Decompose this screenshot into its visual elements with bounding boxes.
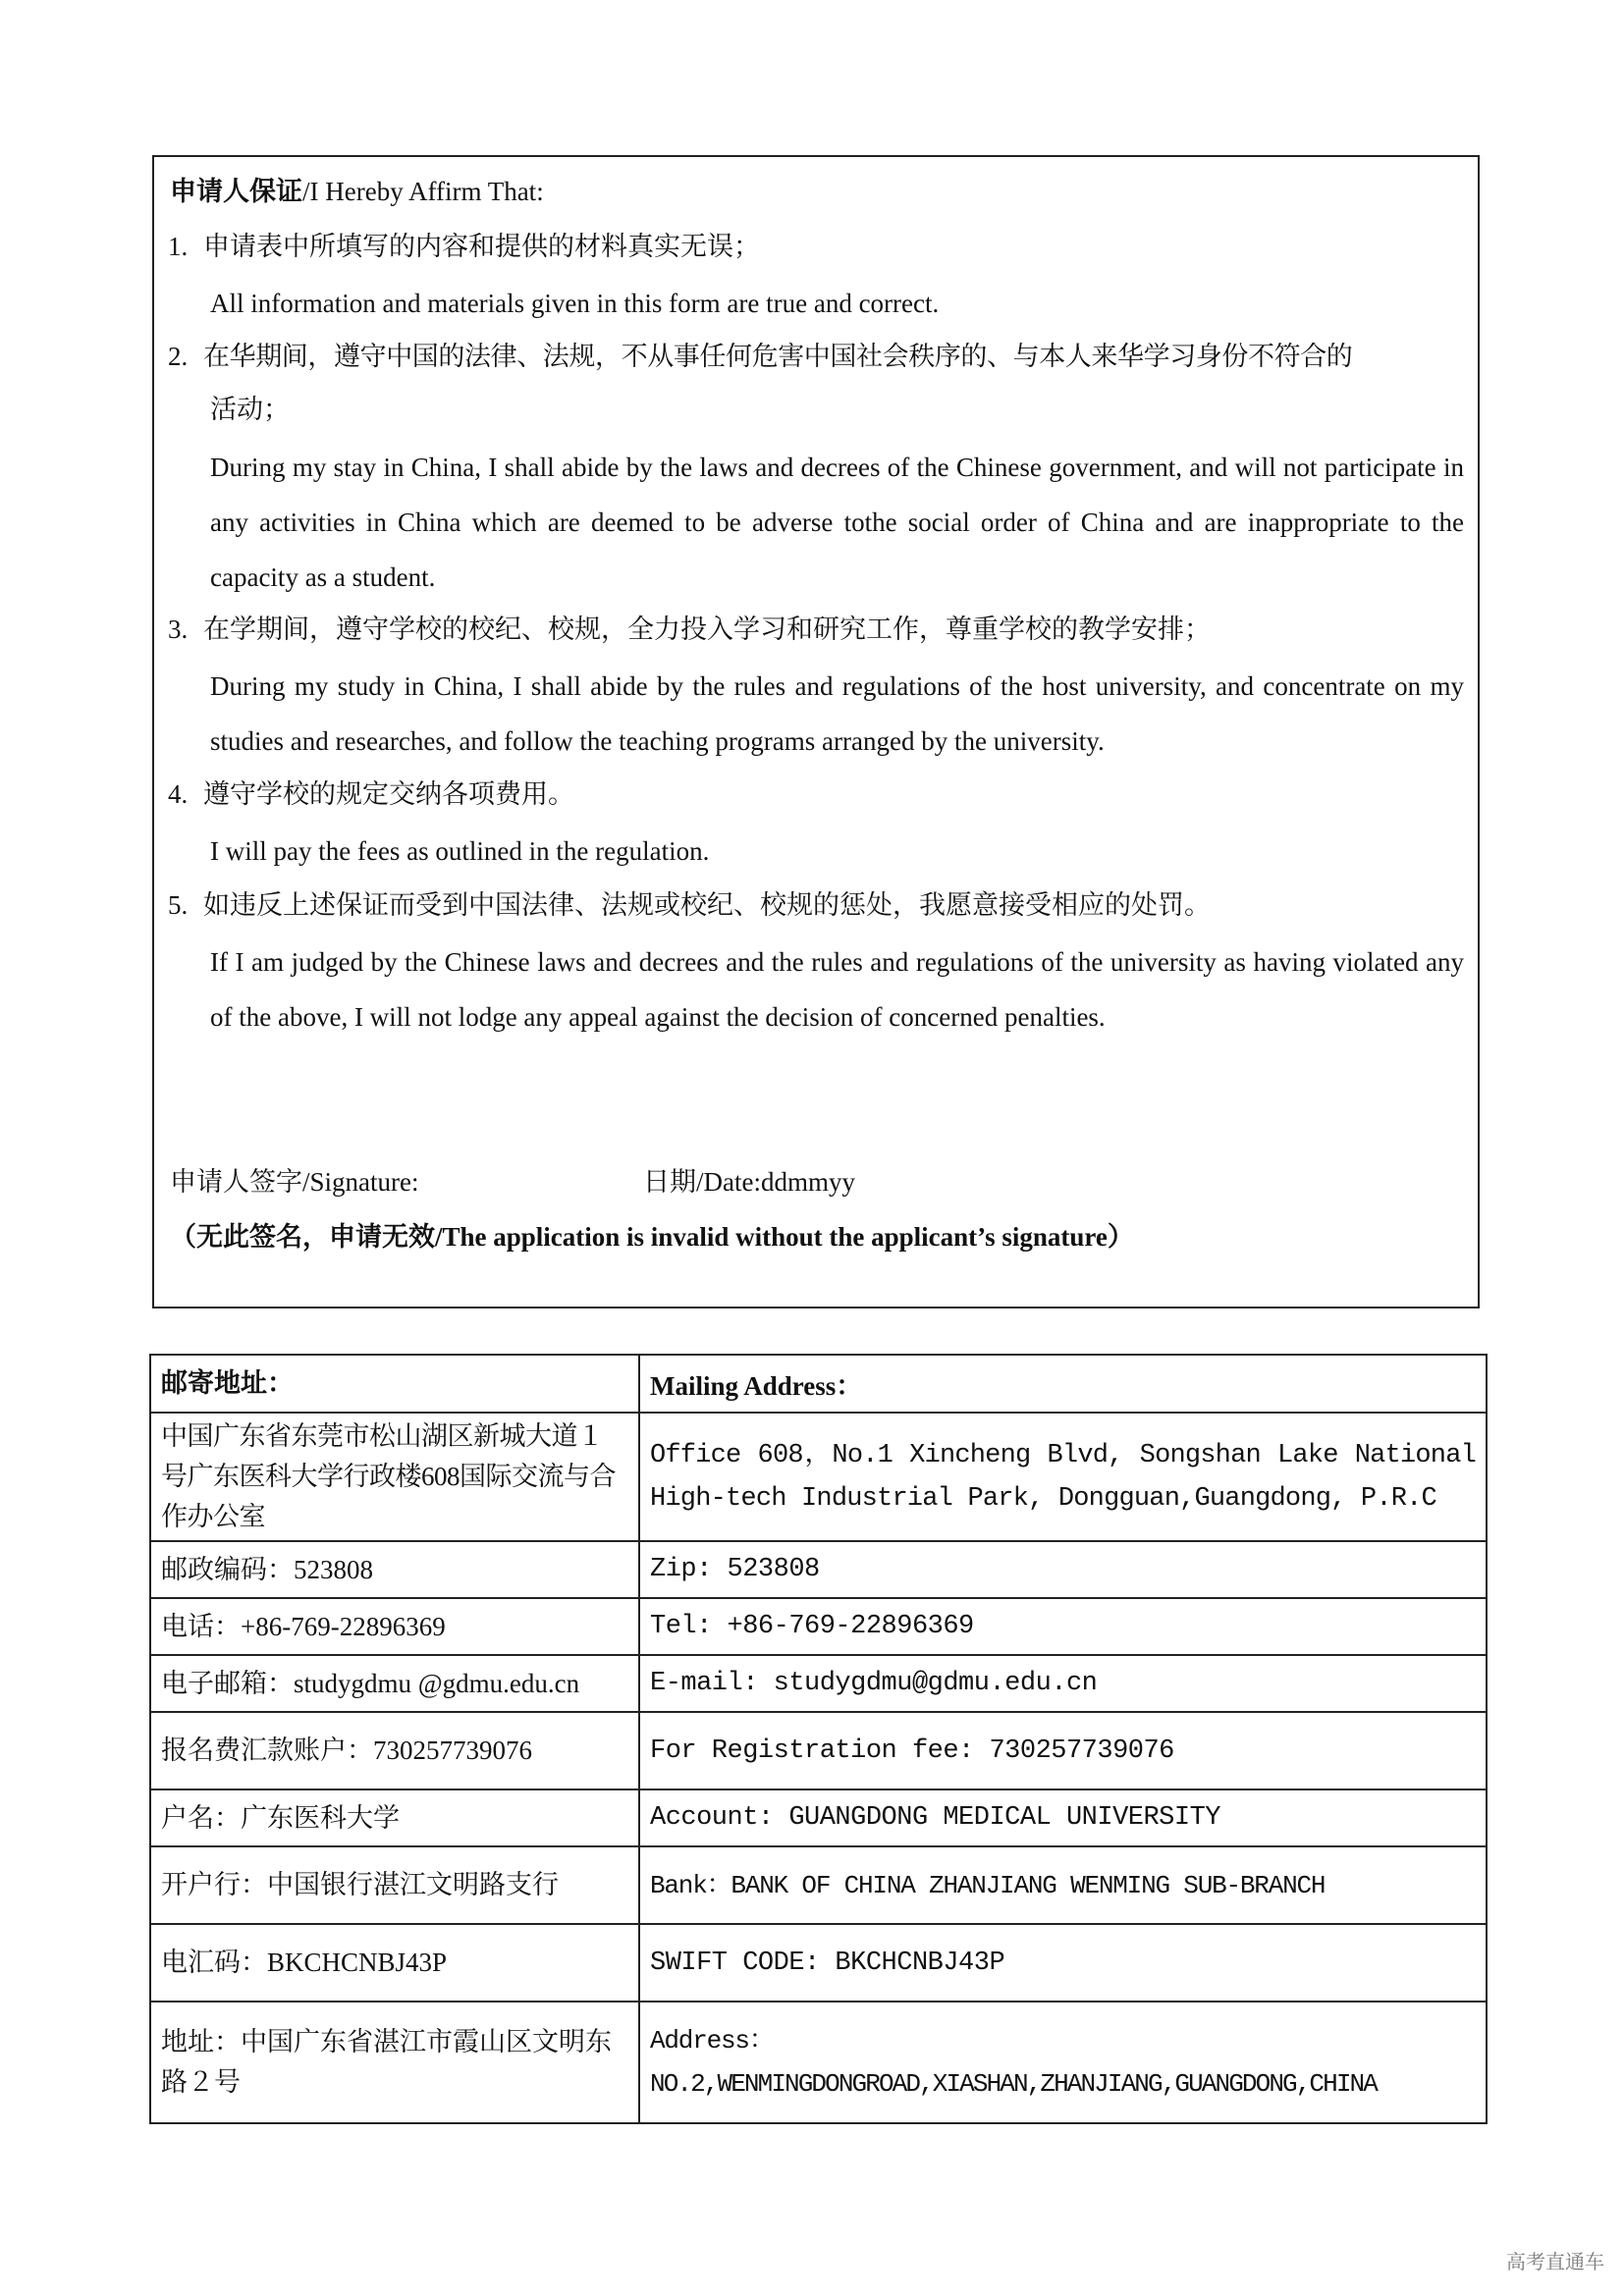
table-row (150, 1846, 1487, 1924)
bank-zh: 开户行：中国银行湛江文明路支行 (150, 1846, 639, 1924)
table-row (150, 1541, 1487, 1598)
table-row (150, 1598, 1487, 1655)
table-row (150, 1924, 1487, 2002)
zip-zh: 邮政编码：523808 (150, 1541, 639, 1598)
address-en: Office 608，No.1 Xincheng Blvd, Songshan Lake National High-tech Industrial Park, Dongguan,Guangdong, P.R.C (639, 1413, 1487, 1541)
signature-required-note: （无此签名，申请无效/The application is invalid without the applicant’s signature） (170, 1222, 1134, 1252)
registration-fee-en: For Registration fee: 730257739076 (639, 1712, 1487, 1789)
table-row (150, 1413, 1487, 1541)
phone-zh: 电话：+86-769-22896369 (150, 1598, 639, 1655)
item-en-text: If I am judged by the Chinese laws and decrees and the rules and regulations of the university as having violated any of the above, I will not lodge any appeal against the decision of concerned penalties. (210, 947, 1464, 1032)
table-row (150, 1355, 1487, 1413)
item-en-text: I will pay the fees as outlined in the regulation. (210, 836, 710, 866)
bank-en: Bank：BANK OF CHINA ZHANJIANG WENMING SUB-BRANCH (639, 1846, 1487, 1924)
mailing-address-table (149, 1354, 1488, 2124)
account-name-en: Account: GUANGDONG MEDICAL UNIVERSITY (639, 1789, 1487, 1846)
header-en: Mailing Address： (639, 1355, 1487, 1413)
zip-en: Zip: 523808 (639, 1541, 1487, 1598)
affirmation-box (152, 155, 1480, 1308)
bank-address-zh: 地址：中国广东省湛江市霞山区文明东路２号 (150, 2002, 639, 2123)
item-zh-text: 遵守学校的规定交纳各项费用。 (203, 779, 574, 809)
registration-fee-zh: 报名费汇款账户：730257739076 (150, 1712, 639, 1789)
watermark-text: 高考直通车 (1506, 2250, 1604, 2273)
bank-address-en (639, 2002, 1487, 2123)
item-number: 4. (168, 779, 189, 809)
table-row (150, 1655, 1487, 1712)
affirmation-title: 申请人保证/I Hereby Affirm That: (170, 177, 544, 206)
email-zh: 电子邮箱：studygdmu @gdmu.edu.cn (150, 1655, 639, 1712)
email-en: E-mail: studygdmu@gdmu.edu.cn (639, 1655, 1487, 1712)
table-row (150, 1712, 1487, 1789)
item-number: 2. (168, 342, 189, 371)
item-en-text: During my study in China, I shall abide by the rules and regulations of the host university, and concentrate on my studies and researches, and follow the teaching programs arranged by the university. (210, 671, 1464, 756)
phone-en: Tel: +86-769-22896369 (639, 1598, 1487, 1655)
bank-address-en-value: NO.2,WENMINGDONGROAD,XIASHAN,ZHANJIANG,GUANGDONG,CHINA (650, 2069, 1377, 2099)
item-zh-text: 在华期间，遵守中国的法律、法规，不从事任何危害中国社会秩序的、与本人来华学习身份不符合的 (203, 342, 1353, 371)
table-row (150, 2002, 1487, 2123)
item-zh-text-cont: 活动； (210, 395, 290, 424)
item-zh-text: 如违反上述保证而受到中国法律、法规或校纪、校规的惩处，我愿意接受相应的处罚。 (203, 890, 1211, 920)
bank-address-en-label: Address： (650, 2026, 774, 2056)
item-number: 5. (168, 890, 189, 920)
item-number: 3. (168, 614, 189, 644)
item-en-text: All information and materials given in this form are true and correct. (210, 289, 940, 318)
table-row (150, 1789, 1487, 1846)
item-number: 1. (168, 232, 189, 261)
address-zh: 中国广东省东莞市松山湖区新城大道１号广东医科大学行政楼608国际交流与合作办公室 (150, 1413, 639, 1541)
item-en-text: During my stay in China, I shall abide by the laws and decrees of the Chinese government, and will not participate in any activities in China which are deemed to be adverse tothe social order of China and are inappropriate to the capacity as a student. (210, 453, 1464, 592)
header-zh: 邮寄地址： (150, 1355, 639, 1413)
swift-code-en: SWIFT CODE: BKCHCNBJ43P (639, 1924, 1487, 2002)
account-name-zh: 户名：广东医科大学 (150, 1789, 639, 1846)
signature-label: 申请人签字/Signature: (170, 1167, 419, 1197)
item-zh-text: 申请表中所填写的内容和提供的材料真实无误； (203, 232, 760, 261)
swift-code-zh: 电汇码：BKCHCNBJ43P (150, 1924, 639, 2002)
date-label: 日期/Date:ddmmyy (643, 1167, 855, 1197)
item-zh-text: 在学期间，遵守学校的校纪、校规，全力投入学习和研究工作，尊重学校的教学安排； (203, 614, 1211, 644)
